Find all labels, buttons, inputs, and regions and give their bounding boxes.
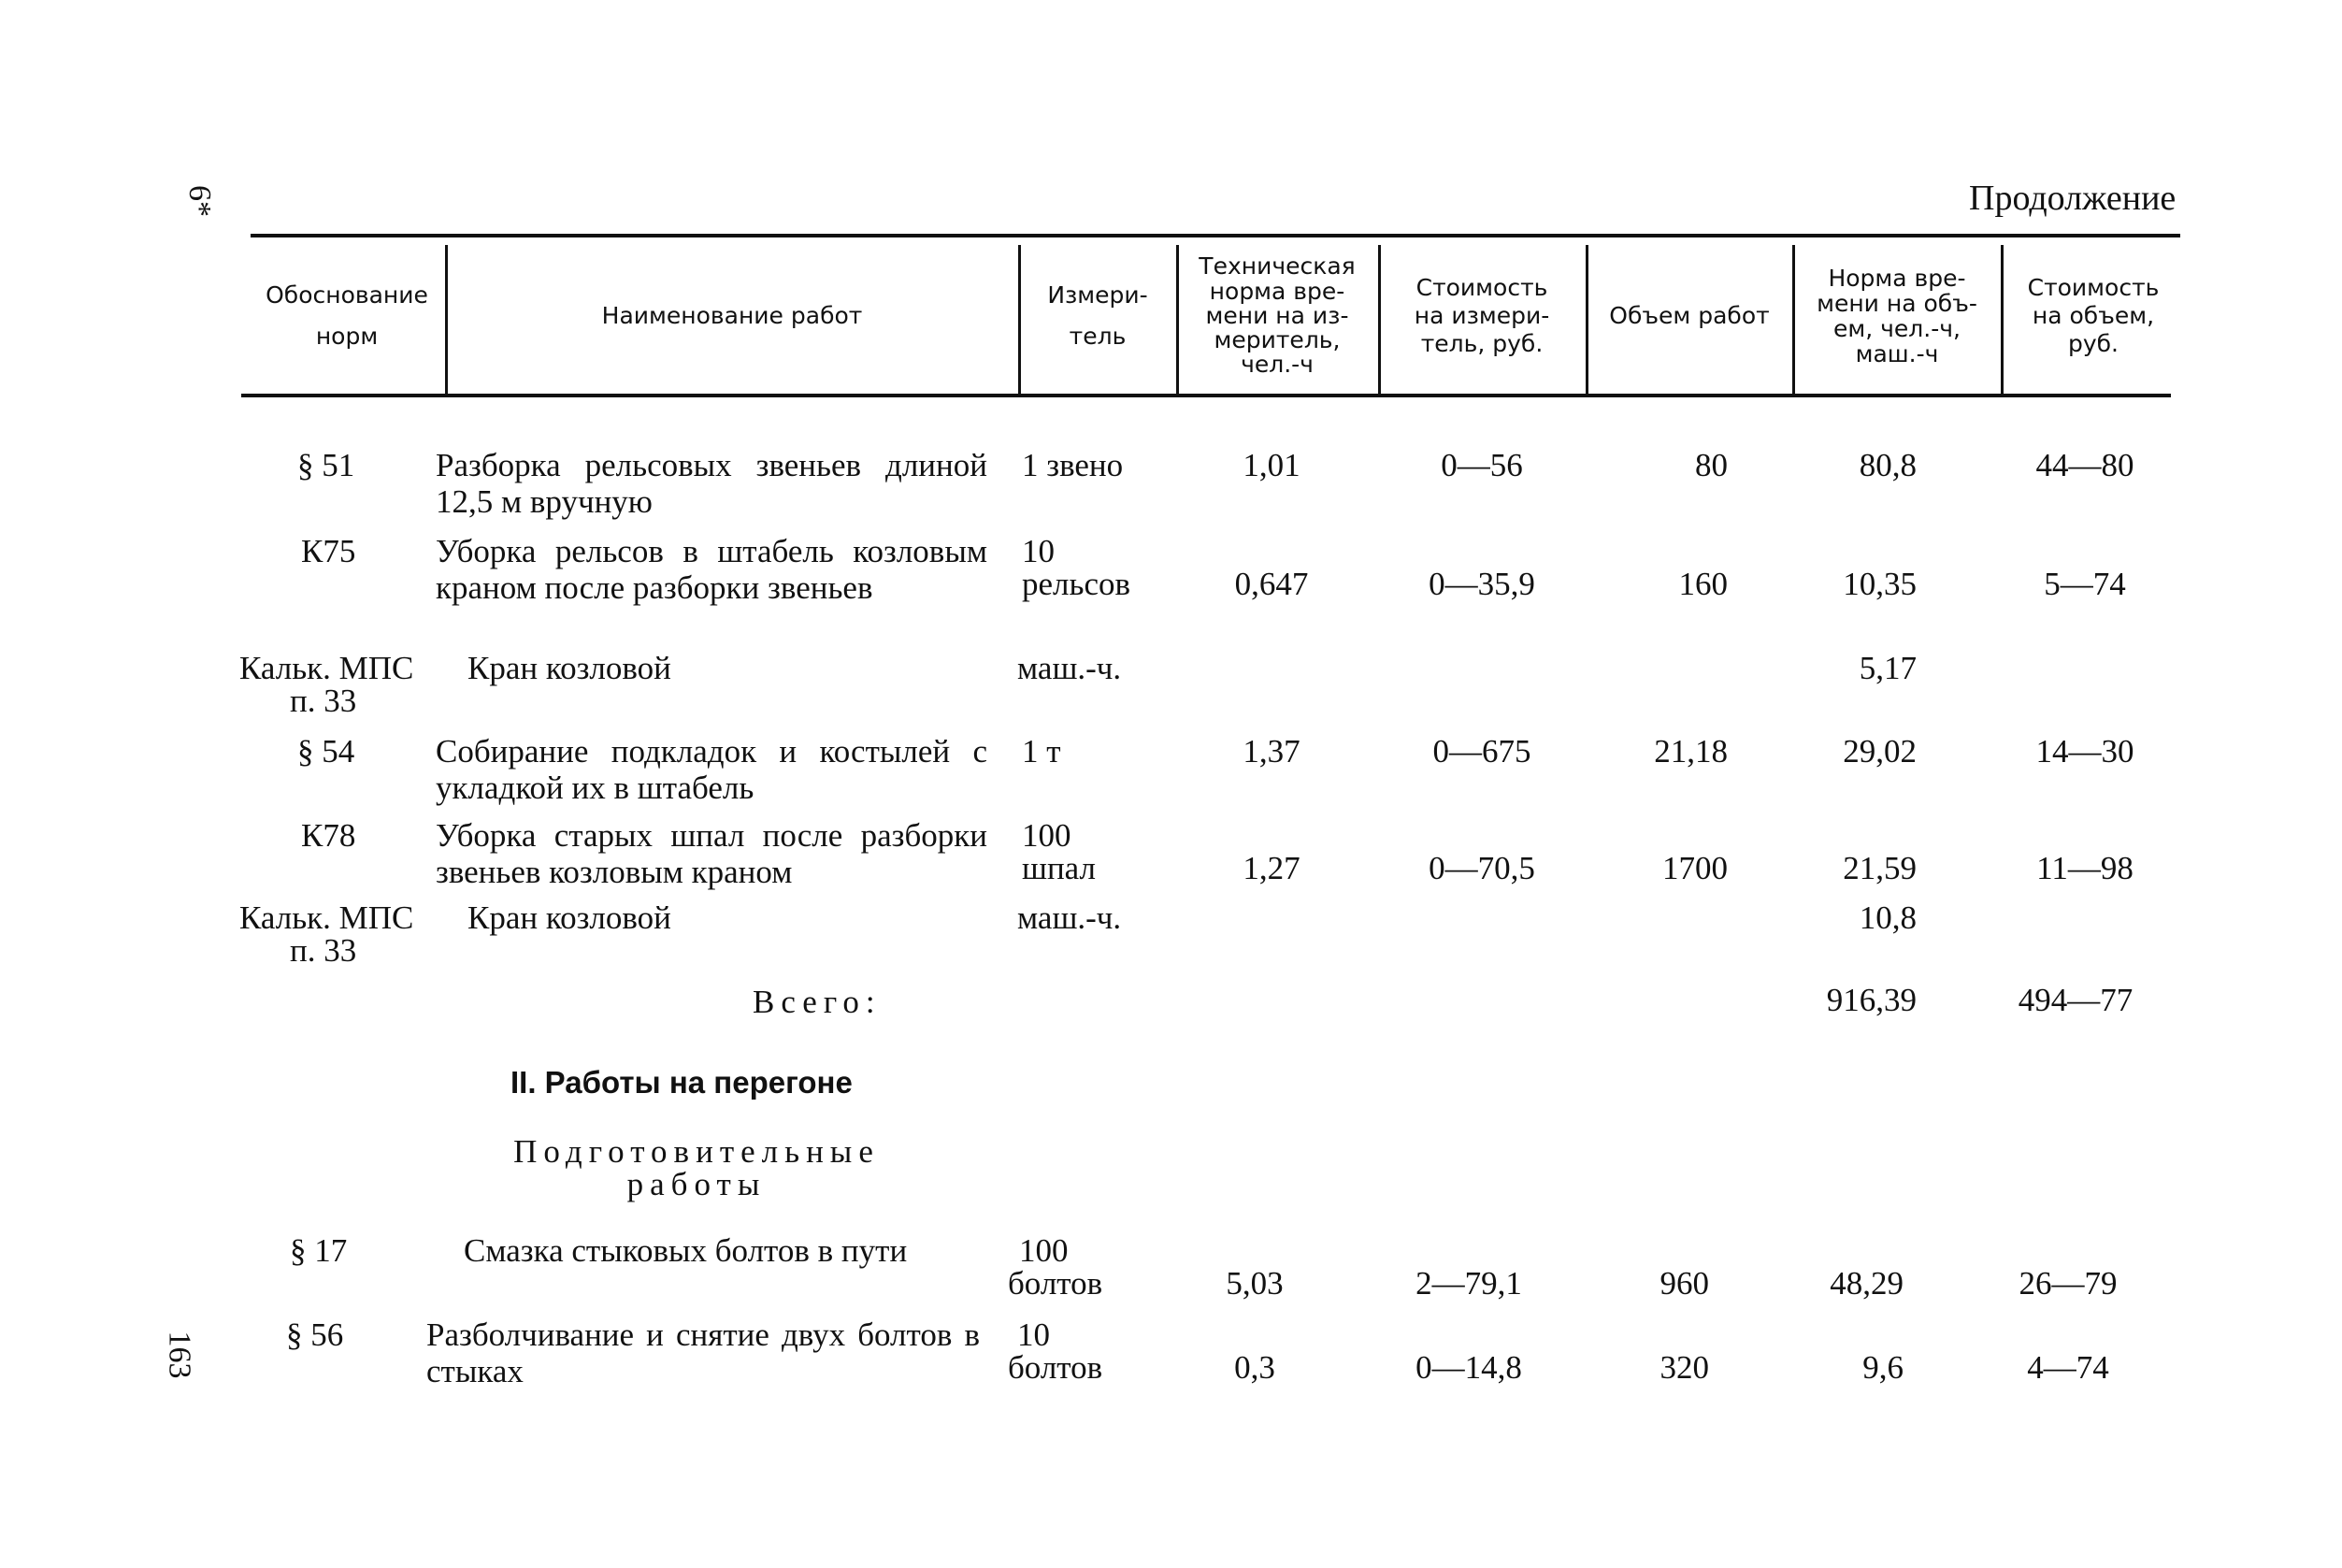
header-text: маш.-ч <box>1855 340 1939 367</box>
row-basis: п. 33 <box>290 932 357 969</box>
row-unit: болтов <box>1008 1349 1103 1386</box>
row-unit: шпал <box>1022 850 1096 886</box>
header-text: тель, руб. <box>1420 330 1544 357</box>
row-basis: К75 <box>301 533 356 569</box>
column-divider <box>1586 245 1588 395</box>
column-divider <box>1176 245 1179 395</box>
row-norm-volume: 21,59 <box>1843 850 1917 886</box>
row-cost-volume: 14—30 <box>2035 733 2134 770</box>
side-mark-top: 6* <box>182 185 217 217</box>
row-work-name: Уборка рельсов в штабель козловым краном после разборки звеньев <box>436 533 987 607</box>
header-text: Наименование работ <box>601 302 863 329</box>
header-tech-norm <box>1180 241 1374 391</box>
row-basis: п. 33 <box>290 683 357 719</box>
header-text: Стоимость <box>1415 274 1548 301</box>
row-basis: § 54 <box>297 733 355 770</box>
row-volume: 80 <box>1695 447 1728 483</box>
row-norm-volume: 29,02 <box>1843 733 1917 770</box>
header-text: Норма вре- <box>1828 265 1966 292</box>
header-text: норма вре- <box>1209 277 1345 305</box>
row-cost-volume: 26—79 <box>2019 1265 2118 1302</box>
row-cost-volume: 5—74 <box>2044 566 2126 602</box>
header-text: Обоснование <box>266 281 428 309</box>
row-cost-unit: 0—56 <box>1441 447 1523 483</box>
column-divider <box>1792 245 1795 395</box>
row-cost-volume: 4—74 <box>2027 1349 2109 1386</box>
header-text: мени на из- <box>1205 301 1349 329</box>
row-tech-norm: 1,27 <box>1243 850 1300 886</box>
row-unit: 1 т <box>1022 733 1061 770</box>
row-unit: маш.-ч. <box>1017 899 1122 936</box>
header-cost-unit <box>1382 241 1582 391</box>
section-title: II. Работы на перегоне <box>510 1065 853 1100</box>
total-norm-volume: 916,39 <box>1826 982 1917 1018</box>
header-text: руб. <box>2067 330 2119 357</box>
row-cost-unit: 0—675 <box>1432 733 1531 770</box>
row-tech-norm: 5,03 <box>1226 1265 1284 1302</box>
row-basis: Кальк. МПС <box>239 899 414 936</box>
row-work-name: Разборка рельсовых звеньев длиной 12,5 м вручную <box>436 447 987 521</box>
header-text: Техническая <box>1199 252 1356 281</box>
row-tech-norm: 0,3 <box>1234 1349 1275 1386</box>
row-work-name: Смазка стыковых болтов в пути <box>464 1232 908 1269</box>
header-unit <box>1022 241 1173 391</box>
row-work-name: Собирание подкладок и костылей с укладкой их в штабель <box>436 733 987 807</box>
header-basis <box>251 241 443 391</box>
header-work-name <box>449 241 1015 391</box>
column-divider <box>1018 245 1021 395</box>
header-text: ем, чел.-ч, <box>1833 315 1961 342</box>
row-unit: 1 звено <box>1022 447 1124 483</box>
header-text: норм <box>315 323 379 350</box>
section-subtitle: работы <box>626 1166 767 1202</box>
row-volume: 960 <box>1660 1265 1709 1302</box>
column-divider <box>445 245 448 395</box>
row-cost-unit: 0—14,8 <box>1415 1349 1522 1386</box>
row-work-name: Уборка старых шпал после разборки звеньев козловым краном <box>436 817 987 891</box>
header-text: Стоимость <box>2027 274 2160 301</box>
header-cost-volume <box>2004 241 2182 391</box>
continuation-label: Продолжение <box>1969 179 2177 218</box>
row-cost-unit: 0—35,9 <box>1429 566 1535 602</box>
row-norm-volume: 10,8 <box>1859 899 1917 936</box>
row-work-name: Кран козловой <box>467 650 671 686</box>
header-text: Измери- <box>1047 281 1148 309</box>
row-unit: маш.-ч. <box>1017 650 1122 686</box>
row-basis: § 56 <box>286 1316 344 1353</box>
header-text: мени на объ- <box>1817 290 1977 317</box>
row-unit: рельсов <box>1022 566 1131 602</box>
column-divider <box>2001 245 2004 395</box>
row-basis: § 17 <box>290 1232 348 1269</box>
row-norm-volume: 5,17 <box>1859 650 1917 686</box>
row-cost-unit: 0—70,5 <box>1429 850 1535 886</box>
header-bottom-rule <box>241 394 2171 397</box>
row-volume: 1700 <box>1662 850 1728 886</box>
row-unit: 100 <box>1019 1232 1069 1269</box>
row-unit: 10 <box>1017 1316 1050 1353</box>
row-tech-norm: 0,647 <box>1234 566 1309 602</box>
header-text: Объем работ <box>1609 302 1770 329</box>
header-text: на объем, <box>2032 302 2155 329</box>
row-volume: 160 <box>1678 566 1728 602</box>
total-cost-volume: 494—77 <box>2018 982 2134 1018</box>
row-basis: Кальк. МПС <box>239 650 414 686</box>
row-norm-volume: 9,6 <box>1862 1349 1904 1386</box>
row-cost-unit: 2—79,1 <box>1415 1265 1522 1302</box>
header-text: тель <box>1069 323 1127 350</box>
row-basis: К78 <box>301 817 356 854</box>
header-top-rule <box>251 234 2180 237</box>
total-label: Всего: <box>753 984 882 1020</box>
header-text: на измери- <box>1414 302 1550 329</box>
row-unit: 10 <box>1022 533 1055 569</box>
row-work-name: Кран козловой <box>467 899 671 936</box>
header-text: меритель, <box>1214 326 1341 354</box>
row-volume: 320 <box>1660 1349 1709 1386</box>
header-text: чел.-ч <box>1241 351 1314 379</box>
row-norm-volume: 48,29 <box>1830 1265 1904 1302</box>
section-subtitle: Подготовительные <box>513 1133 880 1170</box>
row-basis: § 51 <box>297 447 355 483</box>
row-tech-norm: 1,37 <box>1243 733 1300 770</box>
page-number: 163 <box>162 1331 197 1379</box>
row-cost-volume: 44—80 <box>2035 447 2134 483</box>
row-volume: 21,18 <box>1654 733 1728 770</box>
row-unit: болтов <box>1008 1265 1103 1302</box>
row-norm-volume: 80,8 <box>1859 447 1917 483</box>
column-divider <box>1378 245 1381 395</box>
header-norm-volume <box>1796 241 1998 391</box>
row-unit: 100 <box>1022 817 1071 854</box>
row-tech-norm: 1,01 <box>1243 447 1300 483</box>
header-volume <box>1589 241 1789 391</box>
row-work-name: Разболчивание и снятие двух болтов в стыках <box>426 1316 980 1390</box>
row-norm-volume: 10,35 <box>1843 566 1917 602</box>
row-cost-volume: 11—98 <box>2036 850 2134 886</box>
